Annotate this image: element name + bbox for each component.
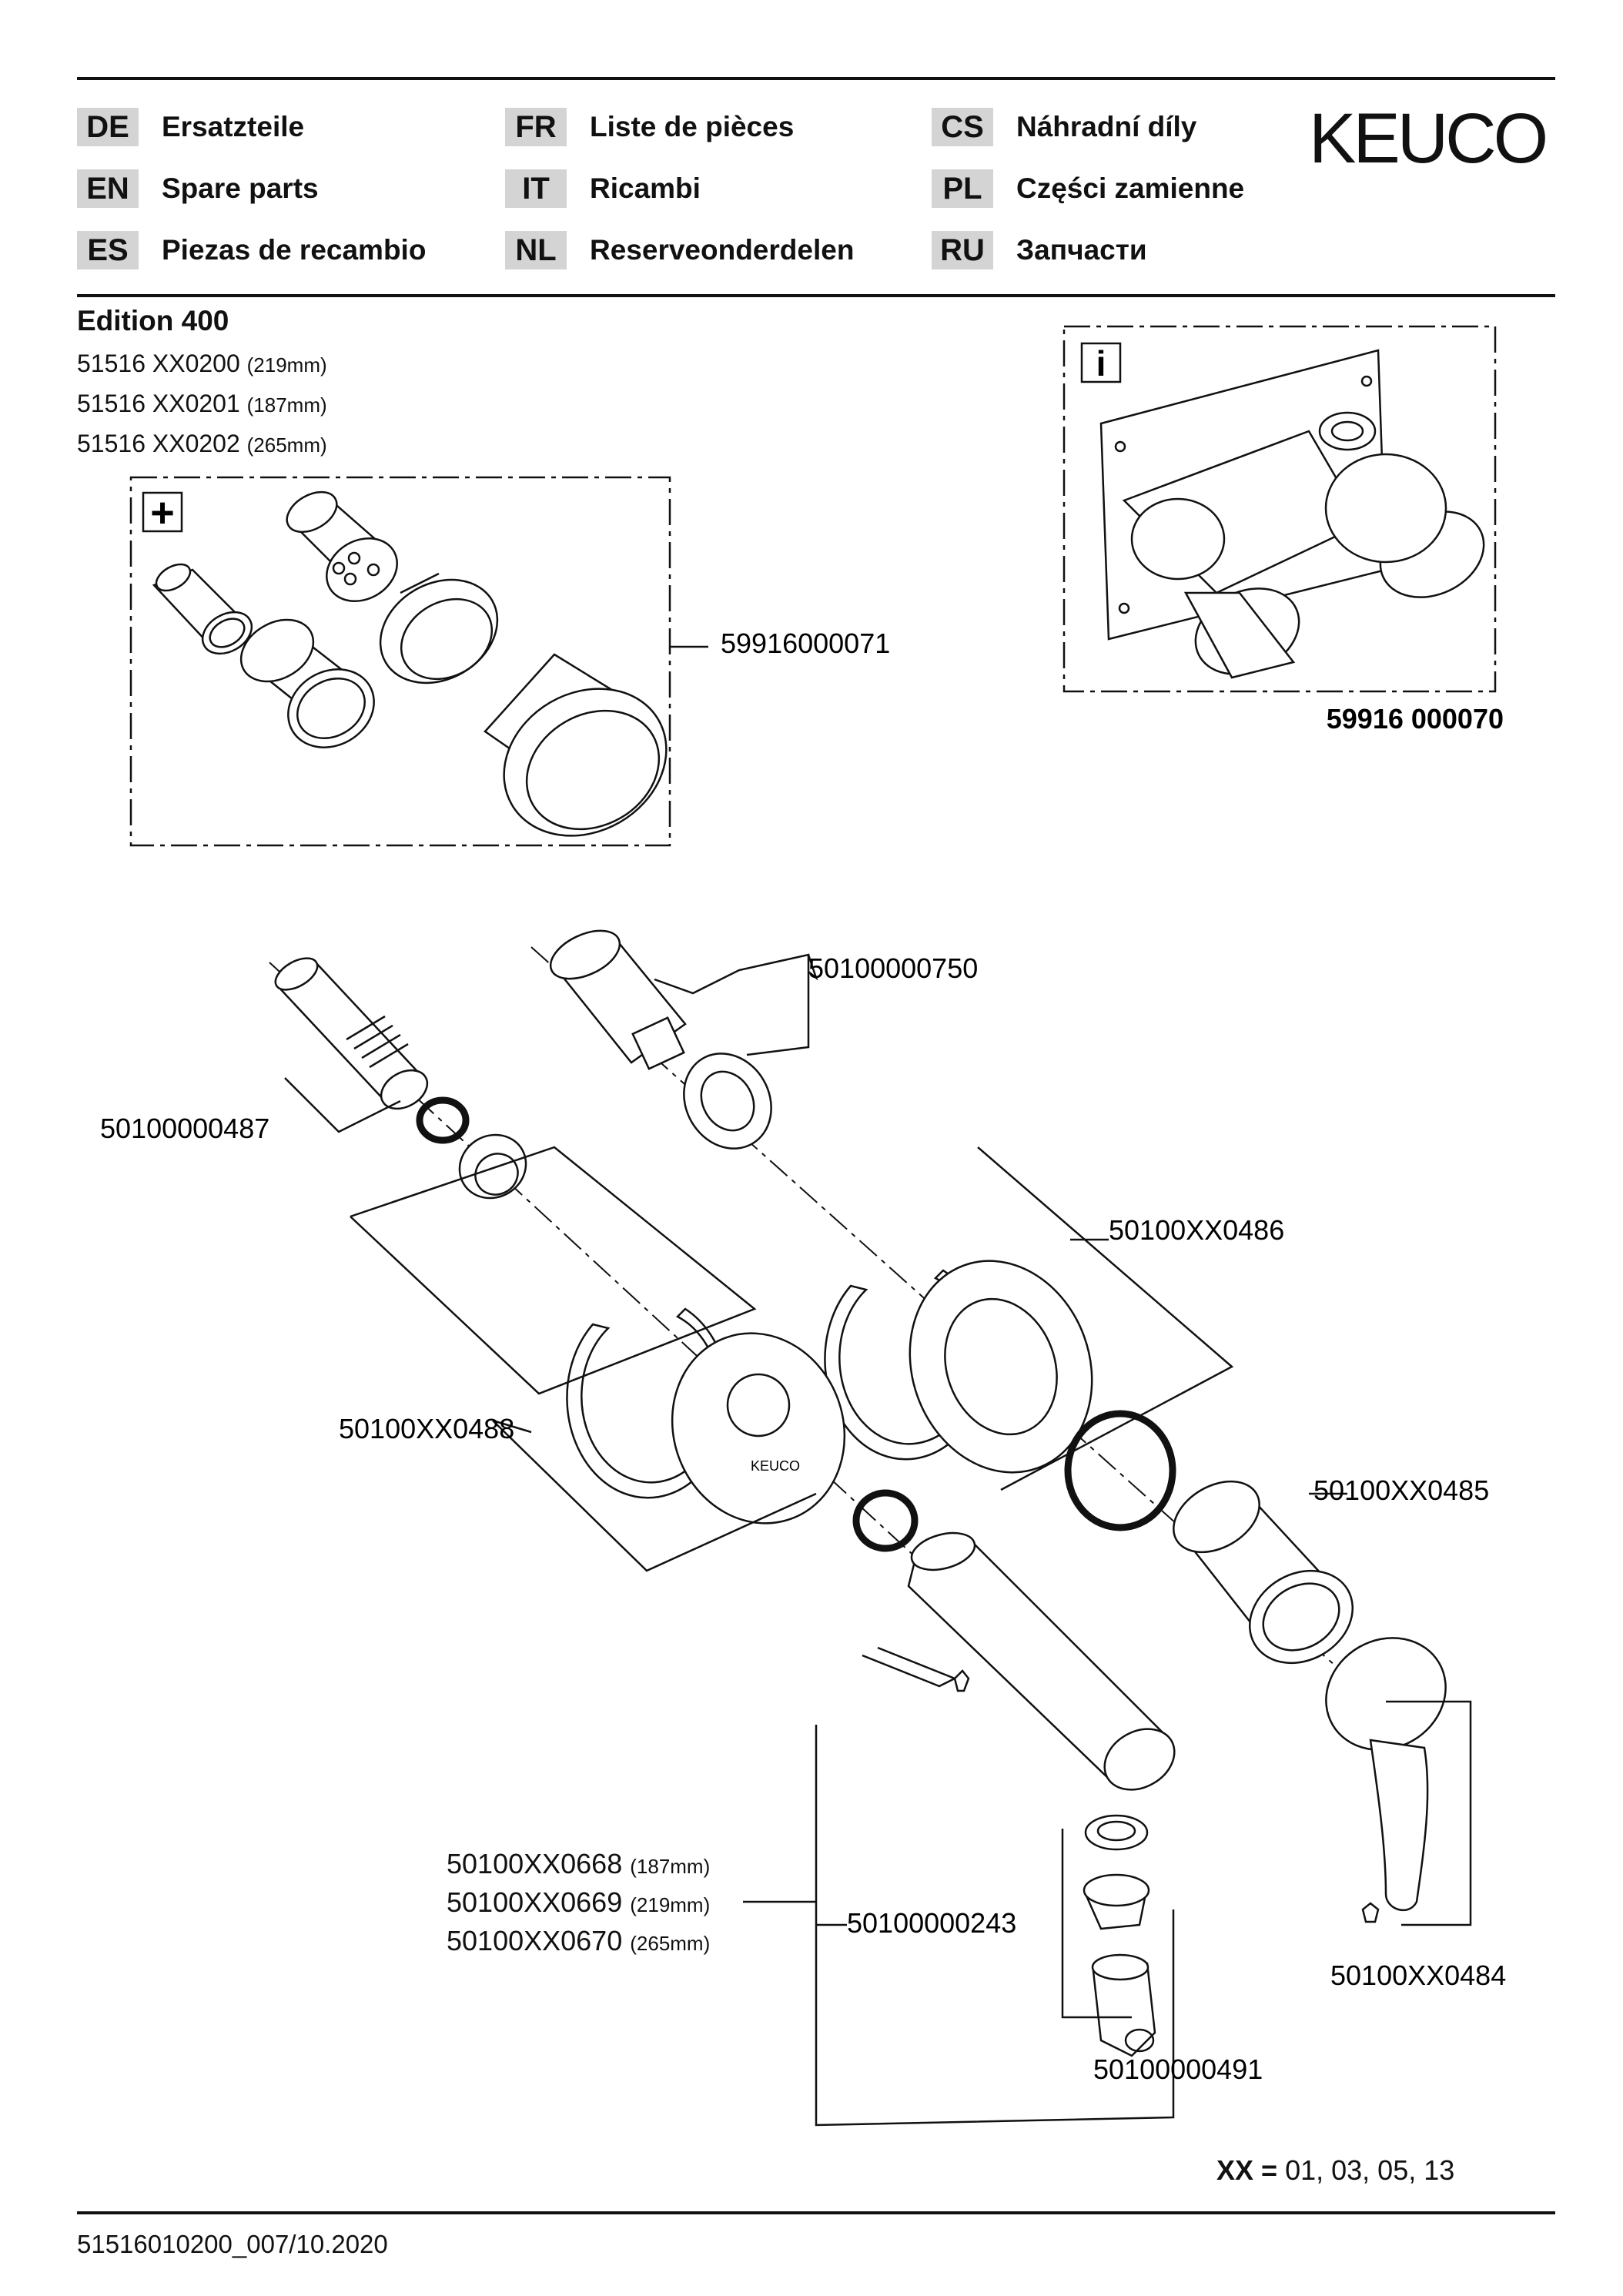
part-number-0488: 50100XX0488 bbox=[339, 1413, 515, 1444]
screw bbox=[1363, 1903, 1378, 1922]
lang-code: NL bbox=[505, 231, 567, 269]
variant-number: 50100XX0668 bbox=[447, 1848, 623, 1879]
variant-size: (187mm) bbox=[246, 393, 327, 417]
o-ring-large bbox=[1068, 1414, 1173, 1528]
variant-number: 51516 XX0200 bbox=[77, 350, 240, 377]
lang-code: PL bbox=[932, 169, 993, 208]
part-number-0487: 50100000487 bbox=[100, 1113, 270, 1144]
legend-values: 01, 03, 05, 13 bbox=[1285, 2154, 1455, 2186]
part-number-0486: 50100XX0486 bbox=[1109, 1214, 1285, 1246]
nipple-part bbox=[152, 559, 259, 662]
lang-label: Ersatzteile bbox=[162, 111, 305, 142]
lang-label: Piezas de recambio bbox=[162, 234, 427, 266]
aerator-part bbox=[1086, 1816, 1147, 1849]
lang-label: Reserveonderdelen bbox=[590, 234, 855, 266]
lang-label: Запчасти bbox=[1016, 234, 1147, 266]
variant-size: (265mm) bbox=[630, 1932, 711, 1955]
part-number-0243: 50100000243 bbox=[847, 1907, 1017, 1939]
large-sleeve-part bbox=[477, 654, 694, 865]
concealed-body bbox=[1101, 350, 1498, 691]
lang-code: ES bbox=[77, 231, 139, 269]
variant-size: (265mm) bbox=[246, 433, 327, 457]
bracket bbox=[350, 1147, 755, 1394]
variant-size: (219mm) bbox=[246, 353, 327, 377]
product-title: Edition 400 bbox=[77, 305, 229, 336]
part-number-0485: 50100XX0485 bbox=[1313, 1474, 1490, 1506]
variant-number: 50100XX0669 bbox=[447, 1886, 623, 1918]
sleeve-part bbox=[230, 607, 389, 763]
aerator-housing-part bbox=[1084, 1875, 1149, 1929]
lang-code: IT bbox=[505, 169, 567, 208]
spout-variant-2 bbox=[447, 1886, 710, 1919]
part-number-info: 59916 000070 bbox=[1326, 703, 1504, 735]
doc-number: 51516010200_007/10.2020 bbox=[77, 2230, 388, 2258]
lang-code: RU bbox=[932, 231, 993, 269]
lang-label: Ricambi bbox=[590, 172, 701, 204]
part-number-plus: 59916000071 bbox=[721, 628, 891, 659]
variant-number: 51516 XX0201 bbox=[77, 390, 240, 417]
brand-logo: KEUCO bbox=[1309, 99, 1546, 178]
lang-label: Liste de pièces bbox=[590, 111, 795, 142]
plus-icon: + bbox=[150, 490, 175, 536]
o-ring bbox=[420, 1100, 466, 1140]
variant-number: 51516 XX0202 bbox=[77, 430, 240, 457]
lang-label: Spare parts bbox=[162, 172, 319, 204]
variant-size: (219mm) bbox=[630, 1893, 711, 1916]
cap-part bbox=[280, 484, 409, 613]
rod-part bbox=[270, 952, 434, 1116]
plus-box bbox=[131, 477, 708, 865]
lang-code: CS bbox=[932, 108, 993, 146]
screw bbox=[955, 1671, 969, 1691]
lang-code: FR bbox=[505, 108, 567, 146]
part-number-0750: 50100000750 bbox=[808, 952, 979, 984]
nut-part bbox=[667, 1038, 788, 1165]
spout-variant-1 bbox=[447, 1848, 710, 1880]
variant-size: (187mm) bbox=[630, 1855, 711, 1878]
lang-label: Náhradní díly bbox=[1016, 111, 1197, 142]
rosette-brand: KEUCO bbox=[751, 1458, 801, 1474]
variant-number: 50100XX0670 bbox=[447, 1925, 623, 1956]
lang-code: EN bbox=[77, 169, 139, 208]
cartridge-part bbox=[544, 921, 808, 1069]
legend-key: XX = bbox=[1216, 2154, 1278, 2186]
info-icon: i bbox=[1096, 343, 1106, 383]
spout-part bbox=[908, 1527, 1186, 1802]
aerator-key-part bbox=[1093, 1955, 1155, 2056]
part-number-0491: 50100000491 bbox=[1093, 2053, 1263, 2085]
info-box bbox=[1064, 326, 1498, 691]
part-number-0484: 50100XX0484 bbox=[1330, 1960, 1507, 1991]
o-ring-small bbox=[856, 1493, 915, 1548]
bracket bbox=[862, 1648, 955, 1686]
lang-code: DE bbox=[77, 108, 139, 146]
spout-variant-3 bbox=[447, 1925, 710, 1957]
lang-label: Części zamienne bbox=[1016, 172, 1245, 204]
finish-legend bbox=[1216, 2154, 1454, 2187]
